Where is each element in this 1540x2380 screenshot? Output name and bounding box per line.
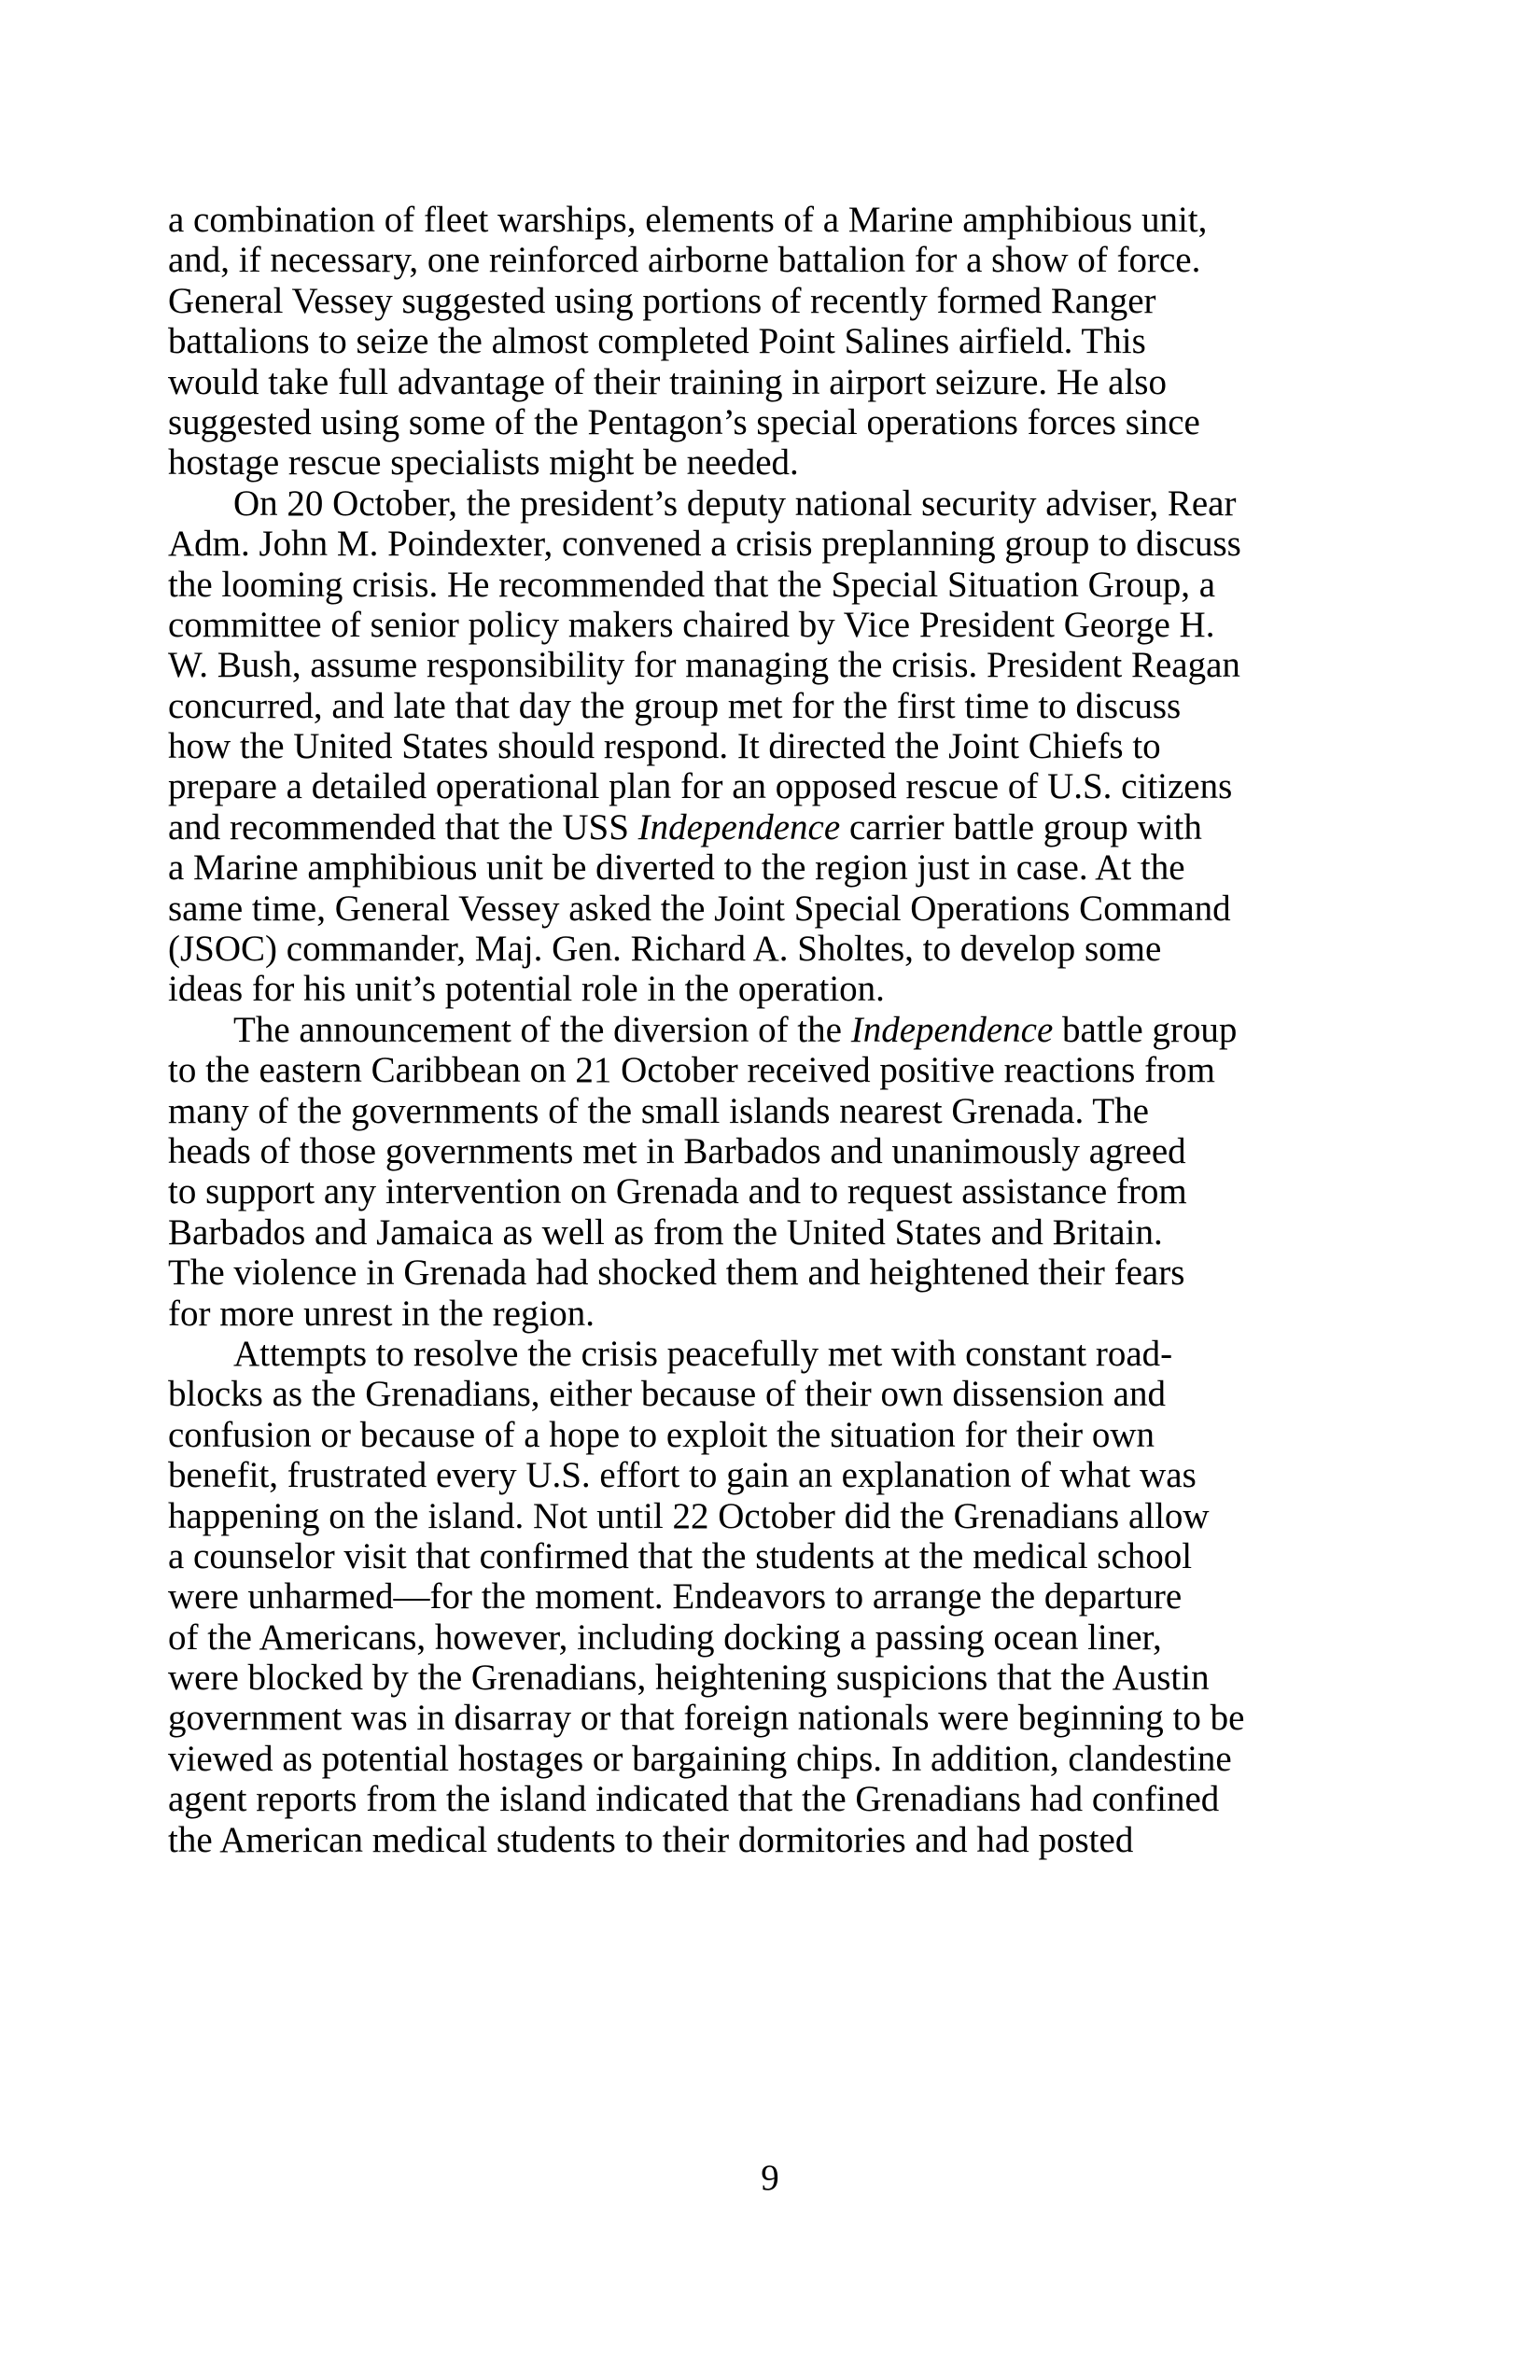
text-line: happening on the island. Not until 22 October did the Grenadians allow: [168, 1495, 1210, 1536]
text-line: blocks as the Grenadians, either because of their own dissension and: [168, 1374, 1166, 1415]
text-line: heads of those governments met in Barbados and unanimously agreed: [168, 1130, 1186, 1171]
text-run: battle group: [1053, 1009, 1238, 1050]
text-line: On 20 October, the president’s deputy national security adviser, Rear: [233, 483, 1237, 524]
text-line: were blocked by the Grenadians, heightening suspicions that the Austin: [168, 1658, 1210, 1699]
text-line: to support any intervention on Grenada and to request assistance from: [168, 1171, 1187, 1212]
text-line: prepare a detailed operational plan for an opposed rescue of U.S. citizens: [168, 766, 1233, 807]
ship-name-italic: Independence: [637, 806, 841, 847]
text-line: Barbados and Jamaica as well as from the United States and Britain.: [168, 1211, 1163, 1253]
text-line: agent reports from the island indicated that the Grenadians had confined: [168, 1779, 1220, 1820]
text-line: for more unrest in the region.: [168, 1293, 595, 1334]
ship-name-italic: Independence: [850, 1009, 1054, 1050]
text-line: government was in disarray or that foreign nationals were beginning to be: [168, 1698, 1245, 1739]
text-line: Adm. John M. Poindexter, convened a crisis preplanning group to discuss: [168, 524, 1241, 565]
text-line: [168, 807, 1376, 847]
text-line: concurred, and late that day the group met for the first time to discuss: [168, 685, 1182, 726]
text-line: and, if necessary, one reinforced airborne battalion for a show of force.: [168, 240, 1201, 281]
text-line: W. Bush, assume responsibility for managing the crisis. President Reagan: [168, 645, 1240, 686]
text-line: suggested using some of the Pentagon’s special operations forces since: [168, 401, 1200, 442]
text-line: would take full advantage of their training in airport seizure. He also: [168, 361, 1167, 402]
text-line: to the eastern Caribbean on 21 October received positive reactions from: [168, 1050, 1215, 1091]
text-line: a Marine amphibious unit be diverted to the region just in case. At the: [168, 847, 1185, 889]
text-line: confusion or because of a hope to exploit the situation for their own: [168, 1414, 1155, 1455]
text-line: battalions to seize the almost completed Point Salines airfield. This: [168, 321, 1146, 362]
text-line: Attempts to resolve the crisis peacefully met with constant road-: [233, 1333, 1173, 1374]
text-line: General Vessey suggested using portions of recently formed Ranger: [168, 280, 1156, 321]
page-number: 9: [761, 2158, 779, 2198]
paragraph-4: [168, 1334, 1376, 1860]
text-line: many of the governments of the small islands nearest Grenada. The: [168, 1090, 1149, 1131]
text-line: the American medical students to their dormitories and had posted: [168, 1819, 1134, 1860]
text-run: The announcement of the diversion of the: [233, 1009, 851, 1050]
paragraph-1: [168, 200, 1376, 483]
text-run: carrier battle group with: [840, 806, 1202, 847]
text-run: and recommended that the USS: [168, 806, 638, 847]
text-line: how the United States should respond. It directed the Joint Chiefs to: [168, 726, 1161, 767]
text-line: same time, General Vessey asked the Joint Special Operations Command: [168, 888, 1231, 929]
text-line: The violence in Grenada had shocked them and heightened their fears: [168, 1253, 1185, 1294]
body-text: [168, 200, 1376, 1860]
text-line: the looming crisis. He recommended that the Special Situation Group, a: [168, 564, 1216, 605]
text-line: committee of senior policy makers chaired by Vice President George H.: [168, 604, 1215, 645]
text-line: of the Americans, however, including docking a passing ocean liner,: [168, 1617, 1162, 1658]
text-line: a counselor visit that confirmed that the students at the medical school: [168, 1535, 1193, 1576]
text-line: viewed as potential hostages or bargaining chips. In addition, clandestine: [168, 1738, 1232, 1779]
text-line: (JSOC) commander, Maj. Gen. Richard A. Sholtes, to develop some: [168, 929, 1162, 970]
text-line: benefit, frustrated every U.S. effort to gain an explanation of what was: [168, 1455, 1197, 1496]
paragraph-2: [168, 483, 1376, 1010]
text-line: hostage rescue specialists might be needed.: [168, 442, 799, 483]
text-line: a combination of fleet warships, elements of a Marine amphibious unit,: [168, 200, 1208, 240]
paragraph-3: [168, 1010, 1376, 1334]
text-line: were unharmed—for the moment. Endeavors to arrange the departure: [168, 1576, 1183, 1617]
text-line: [168, 1010, 1376, 1050]
text-line: ideas for his unit’s potential role in the operation.: [168, 969, 885, 1010]
